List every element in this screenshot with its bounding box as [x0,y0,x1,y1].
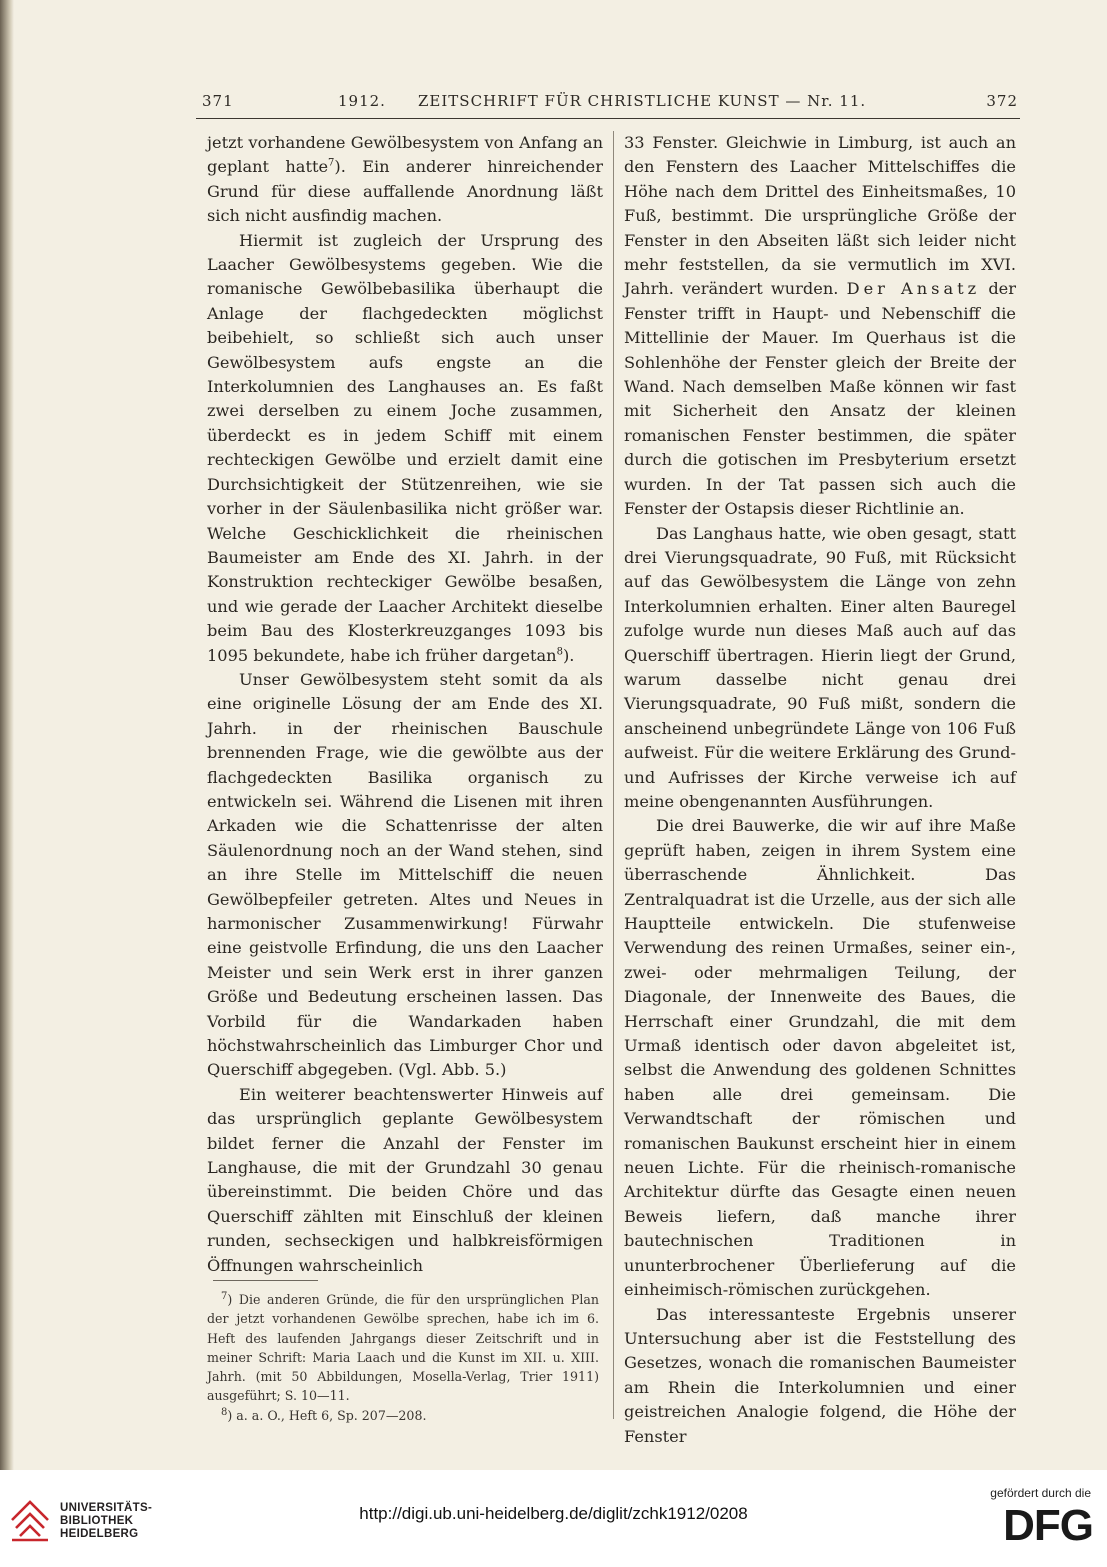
footer-bar [0,1470,1107,1567]
permalink-url[interactable]: http://digi.ub.uni-heidelberg.de/diglit/zchk1912/0208 [359,1504,748,1523]
page-number-left: 371 [202,92,234,110]
paragraph: Ein weiterer beachtenswerter Hinweis auf das ursprünglich geplante Gewölbesystem bildet ferner die Anzahl der Fenster im Langhause, die mit der Grundzahl 30 genau übereinstimmt. Die beiden Chöre und das Querschiff zählten mit Einschluß der kleinen runden, sechseckigen und halbkreisförmigen Öffnungen wahrscheinlich [207,1084,603,1275]
paragraph: Das Langhaus hatte, wie oben gesagt, statt drei Vierungsquadrate, 90 Fuß, mit Rücksicht auf das Gewölbesystem die Länge von zehn Interkolumnien erhalten. Einer alten Bauregel zufolge wurde nun dieses Maß auch auf das Querschiff übertragen. Hierin liegt der Grund, warum dasselbe nicht genau drei Vierungsquadrate, 90 Fuß mißt, sondern die anscheinend unbegründete Länge von 106 Fuß aufweist. Für die weitere Erklärung des Grund- und Aufrisses der Kirche verweise ich auf meine obengenannten Ausführungen. [624,523,1016,811]
column-divider [613,131,614,1419]
footnote-8: $^8$) a. a. O., Heft 6, Sp. 207—208. [221,1406,427,1423]
paragraph: jetzt vorhandene Gewölbesystem von Anfang an geplant hatte$^7$). Ein anderer hinreichender Grund für diese auffallende Anordnung läßt sich nicht ausfindig machen. [207,133,604,226]
paragraph: Die drei Bauwerke, die wir auf ihre Maße geprüft haben, zeigen in ihrem System eine überraschende Ähnlichkeit. Das Zentralquadrat ist die Urzelle, aus der sich alle Hauptteile entwickeln. Die stufenweise Verwendung des reinen Urmaßes, seiner ein-, zwei- oder mehrmaligen Teilung, der Diagonale, der Innenweite des Baues, die Herrschaft einer Grundzahl, die mit dem Urmaß identisch oder davon abgeleitet ist, selbst die Anwendung des goldenen Schnittes haben alle drei gemeinsam. Die Verwandtschaft der römischen und romanischen Baukunst erscheint hier in einem neuen Lichte. Für die rheinisch-romanische Architektur dürfte das Gesagte einen neuen Beweis liefern, daß manche ihrer bautechnischen Traditionen in ununterbrochener Überlieferung auf die einheimisch-römischen zurückgehen. [624,816,1016,1300]
right-column [624,131,1016,1449]
paragraph: Unser Gewölbesystem steht somit da als eine originelle Lösung der am Ende des XI. Jahrh. in der rheinischen Bauschule brennenden Frage, wie die gewölbte aus der flachgedeckten Basilika organisch zu entwickeln sei. Während die Lisenen mit ihren Arkaden wie die Schattenrisse der alten Säulenordnung noch an der Wand stehen, sind an ihre Stelle im Mittelschiff die neuen Gewölbepfeiler getreten. Altes und Neues in harmonischer Zusammenwirkung! Fürwahr eine geistvolle Erfindung, die uns den Laacher Meister und sein Werk erst in ihrer ganzen Größe und Bedeutung erscheinen lassen. Das Vorbild für die Wandarkaden haben höchstwahrscheinlich das Limburger Chor und Querschiff abgegeben. (Vgl. Abb. 5.) [207,669,603,1080]
running-head [196,92,1020,114]
left-column [207,131,603,1278]
page-number-right: 372 [986,92,1018,110]
page-edge-shadow [0,0,14,1470]
journal-year: 1912. [338,92,386,110]
journal-title: ZEITSCHRIFT FÜR CHRISTLICHE KUNST — Nr. 11. [418,92,867,110]
footnote-7: $^7$) Die anderen Gründe, die für den ursprünglichen Plan der jetzt vorhandenen Gewölbe sprechen, habe ich im 6. Heft des laufenden Jahrgangs dieser Zeitschrift und in meiner Schrift: Maria Laach und die Kunst im XII. u. XIII. Jahrh. (mit 50 Abbildungen, Mosella-Verlag, Trier 1911) ausgeführt; S. 10—11. [207,1290,599,1404]
footnote-rule [213,1280,318,1281]
paragraph: Das interessanteste Ergebnis unserer Untersuchung aber ist die Feststellung des Gesetzes, wonach die romanischen Baumeister am Rhein die Interkolumnien und einer geistreichen Analogie folgend, die Höhe der Fenster [624,1304,1016,1446]
paragraph: 33 Fenster. Gleichwie in Limburg, ist auch an den Fenstern des Laacher Mittelschiffes die Höhe nach dem Drittel des Einheitsmaßes, 10 Fuß, bestimmt. Die ursprüngliche Größe der Fenster in den Abseiten läßt sich leider nicht mehr feststellen, da sie vermutlich im XVI. Jahrh. verändert wurden. Der Ansatz der Fenster trifft in Haupt- und Nebenschiff die Mittellinie der Mauer. Im Querhaus ist die Sohlenhöhe der Fenster gleich der Breite der Wand. Nach demselben Maße können wir fast mit Sicherheit den Ansatz der kleinen romanischen Fenster bestimmen, die später durch die gotischen im Presbyterium ersetzt wurden. In der Tat passen sich auch die Fenster der Ostapsis dieser Richtlinie an. [624,133,1016,519]
spaced-emphasis: Der Ansatz [846,279,981,299]
funding-note: gefördert durch die [990,1486,1091,1500]
library-name: UNIVERSITÄTS- BIBLIOTHEK HEIDELBERG [60,1502,153,1540]
dfg-logo: DFG [1003,1501,1093,1550]
footnotes [207,1290,599,1425]
footnote-ref: 7 [328,158,335,170]
paragraph: Hiermit ist zugleich der Ursprung des Laacher Gewölbesystems gegeben. Wie die romanische Gewölbebasilika überhaupt die Anlage der flachgedeckten möglichst beibehielt, so schließt sich auch unser Gewölbesystem aufs engste an die Interkolumnien des Langhauses an. Es faßt zwei derselben zu einem Joche zusammen, überdeckt es in jedem Schiff mit einem rechteckigen Gewölbe und erzielt damit eine Durchsichtigkeit der Stützenreihen, wie sie vorher in der Säulenbasilika nicht größer war. Welche Geschicklichkeit die rheinischen Baumeister am Ende des XI. Jahrh. in der Konstruktion rechteckiger Gewölbe besaßen, und wie gerade der Laacher Architekt dieselbe beim Bau des Klosterkreuzganges 1093 bis 1095 bekundete, habe ich früher dargetan$^8$). [207,230,603,665]
footnote-ref: 8 [556,646,563,658]
header-rule [196,118,1020,119]
